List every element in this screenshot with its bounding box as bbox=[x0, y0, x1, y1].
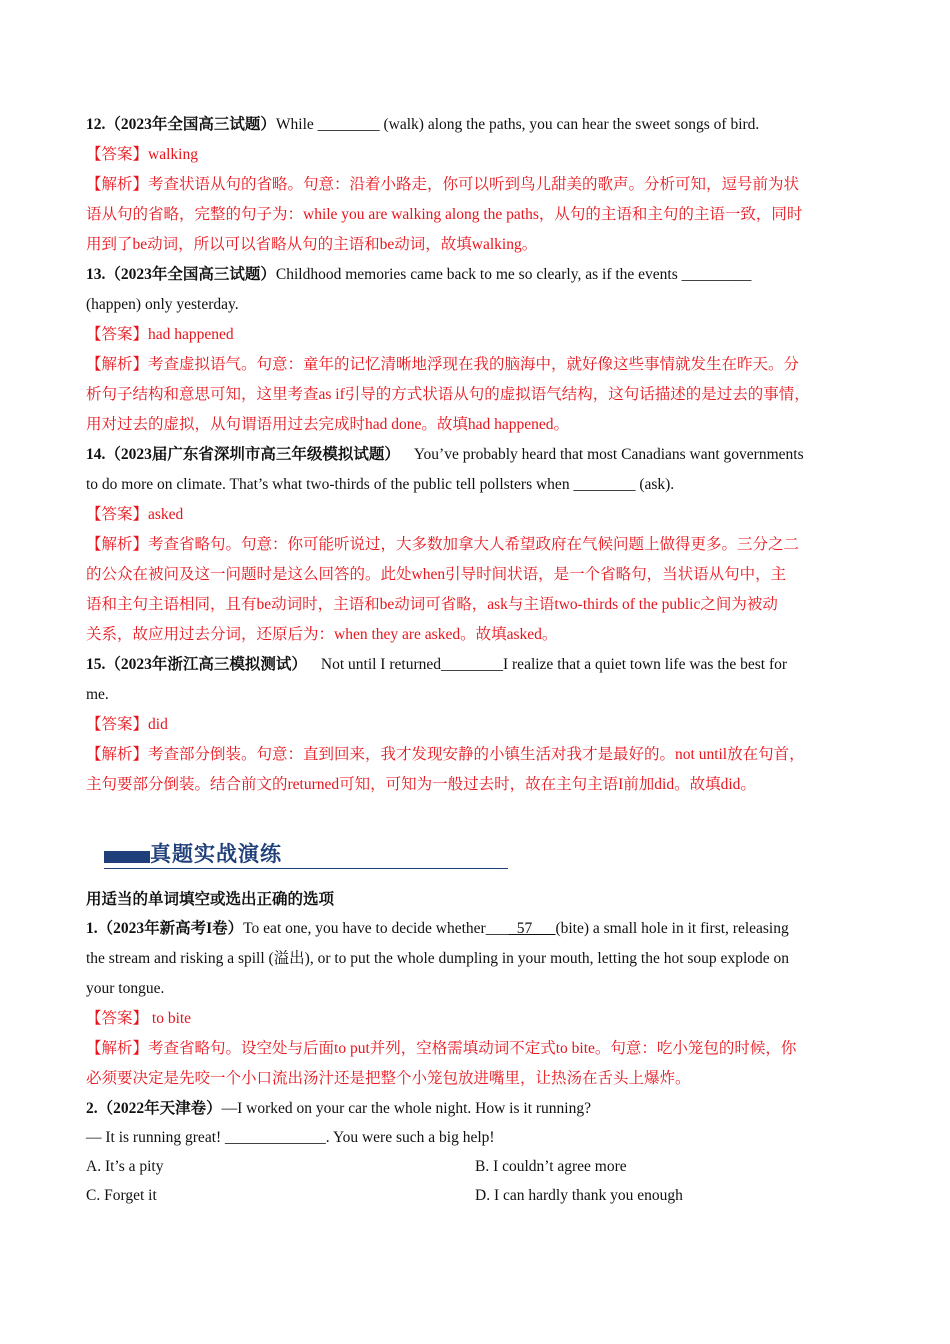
analysis-label: 【解析】 bbox=[86, 176, 149, 193]
analysis-line: 【解析】考查部分倒装。句意：直到回来，我才发现安静的小镇生活对我才是最好的。not until放在句首， bbox=[86, 746, 805, 763]
question-source: （2022年天津卷） bbox=[97, 1100, 222, 1117]
analysis-line: 必须要决定是先咬一个小口流出汤汁还是把整个小笼包放进嘴里，让热汤在舌头上爆炸。 bbox=[86, 1070, 691, 1087]
question-number: 12. bbox=[86, 116, 106, 133]
question-text: While ________ (walk) along the paths, you can hear the sweet songs of bird. bbox=[275, 116, 760, 133]
analysis-line: 析句子结构和意思可知，这里考查as if引导的方式状语从句的虚拟语气结构，这句话描述的是过去的事情， bbox=[86, 386, 810, 403]
answer-label: 【答案】 bbox=[86, 326, 149, 343]
answer-line bbox=[86, 140, 870, 170]
answer-line bbox=[86, 500, 870, 530]
answer-label: 【答案】 bbox=[86, 146, 149, 163]
question-number: 13. bbox=[86, 266, 106, 283]
answer-label: 【答案】 bbox=[86, 506, 149, 523]
analysis-line: 主句要部分倒装。结合前文的returned可知，可知为一般过去时，故在主句主语I前加did。故填did。 bbox=[86, 776, 756, 793]
question-14 bbox=[86, 440, 870, 650]
blank-number: _57___ bbox=[508, 920, 556, 937]
analysis-line: 用到了be动词，所以可以省略从句的主语和be动词，故填walking。 bbox=[86, 236, 538, 253]
answer-text: asked bbox=[148, 506, 184, 523]
answer-text: to bite bbox=[148, 1010, 192, 1027]
answer-text: walking bbox=[148, 146, 198, 163]
question-source: （2023年全国高三试题） bbox=[105, 116, 276, 133]
question-source: （2023年全国高三试题） bbox=[105, 266, 276, 283]
answer-line bbox=[86, 320, 870, 350]
section-instruction: 用适当的单词填空或选出正确的选项 bbox=[86, 891, 335, 908]
question-text: — It is running great! _____________. You were such a big help! bbox=[86, 1129, 495, 1146]
question-text: Childhood memories came back to me so clearly, as if the events _________ bbox=[275, 266, 752, 283]
answer-line bbox=[86, 710, 870, 740]
question-12 bbox=[86, 110, 870, 260]
analysis-line: 的公众在被问及这一问题时是这么回答的。此处when引导时间状语，是一个省略句，当状语从句中，主 bbox=[86, 566, 787, 583]
analysis-line: 【解析】考查状语从句的省略。句意：沿着小路走，你可以听到鸟儿甜美的歌声。分析可知，逗号前为状 bbox=[86, 176, 800, 193]
practice-1: 1.（2023年新高考I卷）To eat one, you have to decide whether____57___(bite) a small hole in it first, releasing the stream and risking a spill (溢出), or to put the whole dumpling in your mouth, letting the hot soup explode on your tongue. 【答案】 to bite 【解析】考查省略句。设空处与后面to put并列，空格需填动词不定式to bite。句意：吃小笼包的时候，你 必须要决定是先咬一个小口流出汤汁还是把整个小笼包放进嘴里，让热汤在舌头上爆炸。 bbox=[86, 914, 870, 1094]
question-text: Not until I returned________I realize that a quiet town life was the best for bbox=[320, 656, 788, 673]
option-d[interactable]: D. I can hardly thank you enough bbox=[475, 1187, 683, 1204]
options-row bbox=[86, 1181, 870, 1210]
option-b[interactable]: B. I couldn’t agree more bbox=[475, 1158, 627, 1175]
analysis-line: 语和主句主语相同，且有be动词时，主语和be动词可省略，ask与主语two-thirds of the public之间为被动 bbox=[86, 596, 778, 613]
section-title: 真题实战演练 bbox=[150, 842, 282, 866]
practice-2 bbox=[86, 1094, 870, 1210]
analysis-line: 【解析】考查省略句。句意：你可能听说过，大多数加拿大人希望政府在气候问题上做得更多。三分之二 bbox=[86, 536, 800, 553]
question-number: 2. bbox=[86, 1100, 98, 1117]
options-row bbox=[86, 1152, 870, 1181]
question-text: You’ve probably heard that most Canadians want governments bbox=[413, 446, 804, 463]
section-heading bbox=[86, 836, 870, 876]
analysis-line: 语从句的省略，完整的句子为：while you are walking along the paths，从句的主语和主句的主语一致，同时 bbox=[86, 206, 803, 223]
answer-label: 【答案】 bbox=[86, 1010, 149, 1027]
question-source: （2023年新高考I卷） bbox=[97, 920, 244, 937]
question-text: (happen) only yesterday. bbox=[86, 296, 239, 313]
question-source: （2023年浙江高三模拟测试） bbox=[105, 656, 307, 673]
answer-text: had happened bbox=[148, 326, 234, 343]
analysis-label: 【解析】 bbox=[86, 746, 149, 763]
option-c[interactable]: C. Forget it bbox=[86, 1187, 157, 1204]
analysis-line: 用对过去的虚拟，从句谓语用过去完成时had done。故填had happened。 bbox=[86, 416, 570, 433]
answer-line bbox=[86, 1004, 870, 1034]
question-text: the stream and risking a spill (溢出), or to put the whole dumpling in your mouth, letting the hot soup explode on bbox=[86, 950, 790, 967]
question-text: me. bbox=[86, 686, 109, 703]
question-number: 15. bbox=[86, 656, 106, 673]
analysis-label: 【解析】 bbox=[86, 356, 149, 373]
document-page bbox=[86, 110, 870, 1210]
question-text: —I worked on your car the whole night. How is it running? bbox=[221, 1100, 591, 1117]
question-text: your tongue. bbox=[86, 980, 165, 997]
answer-text: did bbox=[148, 716, 168, 733]
question-text: to do more on climate. That’s what two-thirds of the public tell pollsters when ________ (ask). bbox=[86, 476, 675, 493]
section-heading-bar bbox=[104, 851, 150, 863]
question-15 bbox=[86, 650, 870, 800]
analysis-line: 【解析】考查虚拟语气。句意：童年的记忆清晰地浮现在我的脑海中，就好像这些事情就发生在昨天。分 bbox=[86, 356, 800, 373]
analysis-line: 【解析】考查省略句。设空处与后面to put并列，空格需填动词不定式to bite。句意：吃小笼包的时候，你 bbox=[86, 1040, 797, 1057]
analysis-label: 【解析】 bbox=[86, 1040, 149, 1057]
answer-label: 【答案】 bbox=[86, 716, 149, 733]
option-a[interactable]: A. It’s a pity bbox=[86, 1158, 164, 1175]
question-number: 14. bbox=[86, 446, 106, 463]
question-source: （2023届广东省深圳市高三年级模拟试题） bbox=[105, 446, 400, 463]
question-13 bbox=[86, 260, 870, 440]
analysis-line: 关系，故应用过去分词，还原后为：when they are asked。故填asked。 bbox=[86, 626, 558, 643]
question-number: 1. bbox=[86, 920, 98, 937]
question-text: To eat one, you have to decide whether bbox=[243, 920, 486, 937]
section-divider bbox=[104, 868, 508, 869]
analysis-label: 【解析】 bbox=[86, 536, 149, 553]
